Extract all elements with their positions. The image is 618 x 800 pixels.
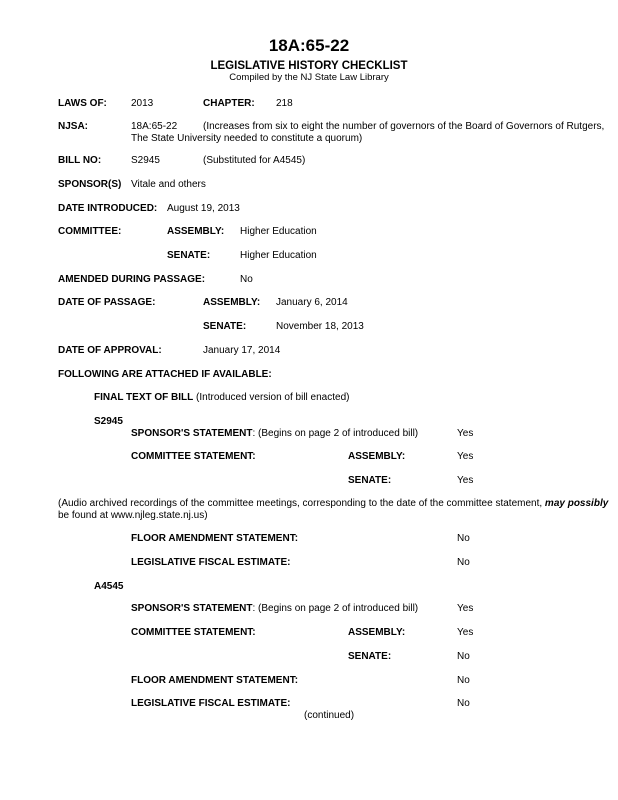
audio-note-part2: be found at www.njleg.state.nj.us) [58, 510, 208, 521]
passage-assembly-label: ASSEMBLY: [203, 297, 261, 308]
final-text-label: FINAL TEXT OF BILL [94, 392, 194, 403]
njsa-value: 18A:65-22 [131, 121, 178, 132]
a4545-fiscal-estimate-value: No [457, 698, 470, 709]
passage-assembly-value: January 6, 2014 [276, 297, 348, 308]
a4545-sponsor-statement-value: Yes [457, 603, 474, 614]
date-introduced-label: DATE INTRODUCED: [58, 203, 158, 214]
passage-label: DATE OF PASSAGE: [58, 297, 156, 308]
bill-no-value: S2945 [131, 155, 160, 166]
a4545-sponsor-statement-label: SPONSOR'S STATEMENT [131, 603, 253, 614]
s2945-fiscal-estimate-value: No [457, 557, 470, 568]
a4545-fiscal-estimate-label: LEGISLATIVE FISCAL ESTIMATE: [131, 698, 291, 709]
sponsor-label: SPONSOR(S) [58, 179, 122, 190]
a4545-floor-amendment-value: No [457, 675, 470, 686]
audio-note-line1 [58, 498, 608, 510]
a4545-committee-senate-value: No [457, 651, 470, 662]
a4545-bill-label: A4545 [94, 581, 124, 592]
s2945-sponsor-statement-value: Yes [457, 428, 474, 439]
passage-senate-label: SENATE: [203, 321, 247, 332]
s2945-committee-assembly-label: ASSEMBLY: [348, 451, 406, 462]
committee-label: COMMITTEE: [58, 226, 122, 237]
audio-note-part1: (Audio archived recordings of the committee meetings, corresponding to the date of the committee statement, [58, 498, 545, 509]
s2945-fiscal-estimate-label: LEGISLATIVE FISCAL ESTIMATE: [131, 557, 291, 568]
a4545-floor-amendment-label: FLOOR AMENDMENT STATEMENT: [131, 675, 299, 686]
a4545-sponsor-statement [131, 603, 418, 615]
njsa-description-line2: The State University needed to constitute a quorum) [131, 133, 363, 144]
final-text-note: (Introduced version of bill enacted) [196, 392, 350, 403]
continued-note: (continued) [304, 710, 355, 721]
njsa-label: NJSA: [58, 121, 89, 132]
amended-value: No [240, 274, 253, 285]
committee-assembly-label: ASSEMBLY: [167, 226, 225, 237]
chapter-value: 218 [276, 98, 293, 109]
s2945-sponsor-statement [131, 428, 418, 440]
s2945-floor-amendment-label: FLOOR AMENDMENT STATEMENT: [131, 533, 299, 544]
page-subtitle: LEGISLATIVE HISTORY CHECKLIST [210, 60, 408, 72]
a4545-sponsor-statement-note: : (Begins on page 2 of introduced bill) [252, 603, 419, 614]
page-title: 18A:65-22 [268, 36, 350, 55]
committee-senate-value: Higher Education [240, 250, 317, 261]
njsa-description-line1: (Increases from six to eight the number of governors of the Board of Governors of Rutgers, [203, 121, 605, 132]
approval-value: January 17, 2014 [203, 345, 281, 356]
audio-note-emphasis: may possibly [544, 498, 609, 509]
s2945-committee-statement-label: COMMITTEE STATEMENT: [131, 451, 256, 462]
amended-label: AMENDED DURING PASSAGE: [58, 274, 206, 285]
s2945-bill-label: S2945 [94, 416, 123, 427]
sponsor-value: Vitale and others [131, 179, 206, 190]
bill-no-label: BILL NO: [58, 155, 102, 166]
s2945-committee-senate-value: Yes [457, 475, 474, 486]
a4545-committee-statement-label: COMMITTEE STATEMENT: [131, 627, 256, 638]
committee-assembly-value: Higher Education [240, 226, 317, 237]
chapter-label: CHAPTER: [203, 98, 255, 109]
s2945-committee-assembly-value: Yes [457, 451, 474, 462]
approval-label: DATE OF APPROVAL: [58, 345, 162, 356]
final-text-line [94, 392, 349, 404]
a4545-committee-assembly-value: Yes [457, 627, 474, 638]
attached-heading: FOLLOWING ARE ATTACHED IF AVAILABLE: [58, 369, 272, 380]
s2945-committee-senate-label: SENATE: [348, 475, 392, 486]
s2945-sponsor-statement-label: SPONSOR'S STATEMENT [131, 428, 253, 439]
s2945-floor-amendment-value: No [457, 533, 470, 544]
a4545-committee-assembly-label: ASSEMBLY: [348, 627, 406, 638]
a4545-committee-senate-label: SENATE: [348, 651, 392, 662]
laws-of-label: LAWS OF: [58, 98, 107, 109]
passage-senate-value: November 18, 2013 [276, 321, 364, 332]
bill-no-note: (Substituted for A4545) [203, 155, 306, 166]
laws-of-value: 2013 [131, 98, 154, 109]
s2945-sponsor-statement-note: : (Begins on page 2 of introduced bill) [252, 428, 419, 439]
date-introduced-value: August 19, 2013 [167, 203, 240, 214]
compiled-by: Compiled by the NJ State Law Library [229, 72, 389, 83]
committee-senate-label: SENATE: [167, 250, 211, 261]
